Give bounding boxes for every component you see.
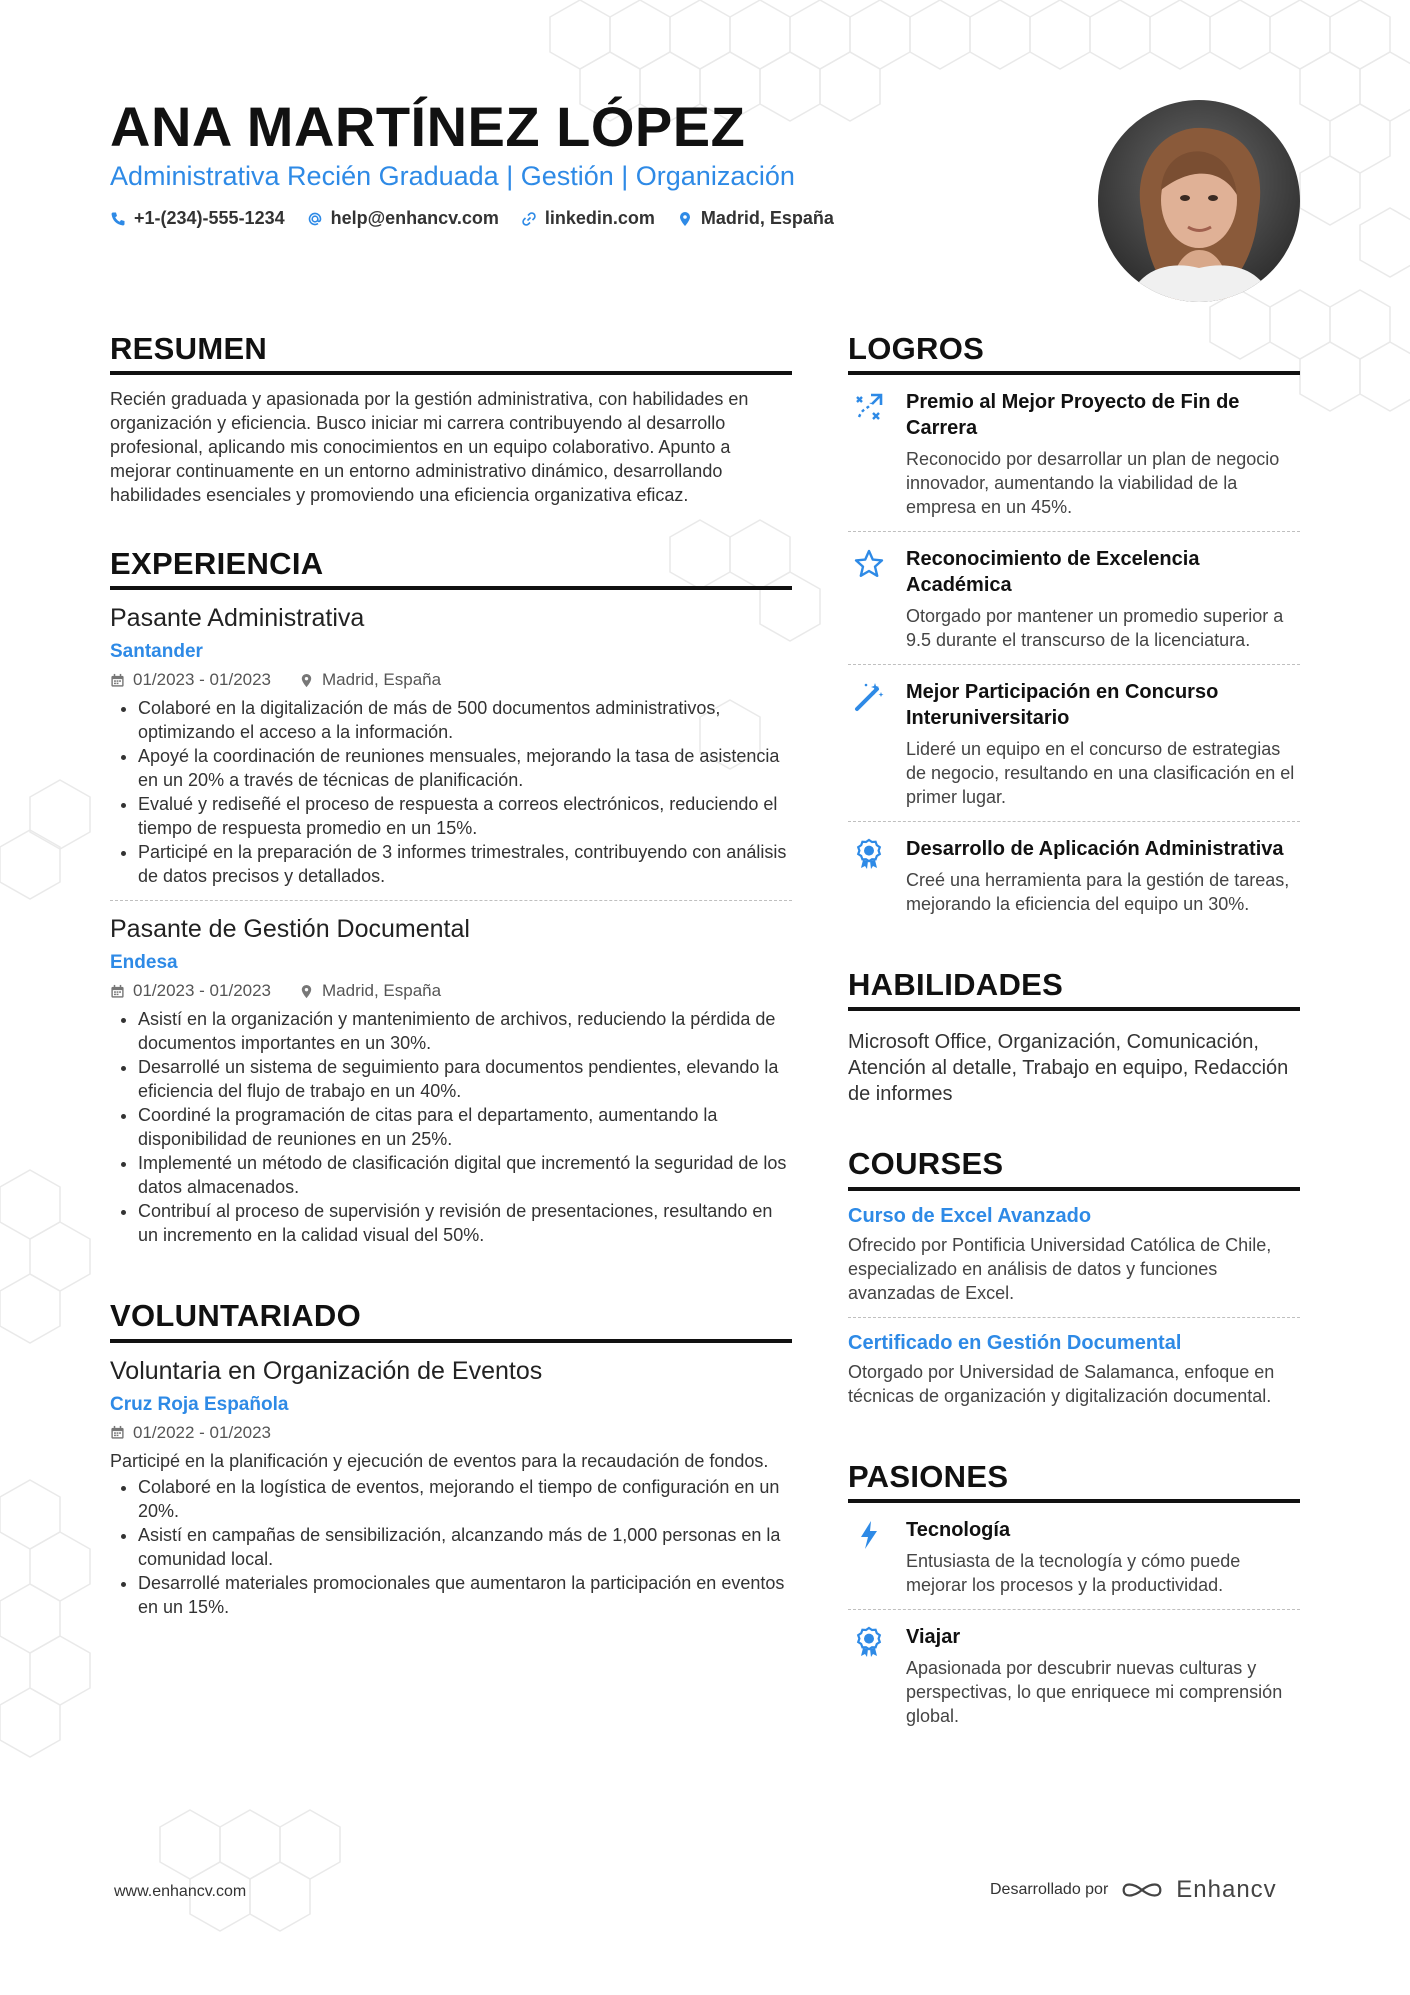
experience-meta — [110, 670, 792, 690]
bullet-item: • Desarrollé materiales promocionales que aumentaron la participación en eventos en un 15%. — [138, 1571, 792, 1619]
achievement-text: Otorgado por mantener un promedio superior a 9.5 durante el transcurso de la licenciatura. — [906, 606, 1284, 651]
achievement-title: Premio al Mejor Proyecto de Fin de Carrera — [906, 391, 1240, 440]
contact-location-text: Madrid, España — [700, 208, 834, 228]
summary-section — [110, 330, 792, 507]
course-item — [848, 1191, 1300, 1317]
achievement-item — [848, 821, 1300, 928]
achievement-item — [848, 531, 1300, 664]
bullet-item: • Colaboré en la logística de eventos, mejorando el tiempo de configuración en un 20%. — [138, 1475, 792, 1523]
experience-entry — [110, 590, 792, 900]
skills-text: Microsoft Office, Organización, Comunicación, Atención al detalle, Trabajo en equipo, Redacción de informes — [848, 1031, 1289, 1106]
course-item — [848, 1317, 1300, 1420]
achievement-title: Mejor Participación en Concurso Interuniversitario — [906, 681, 1219, 730]
contact-linkedin-text: linkedin.com — [544, 208, 655, 228]
bullet-item: • Coordiné la programación de citas para el departamento, aumentando la disponibilidad de reuniones en un 25%. — [138, 1103, 792, 1151]
map-pin-icon — [677, 211, 693, 227]
volunteer-section — [110, 1297, 792, 1630]
experience-bullets — [110, 1007, 792, 1247]
passions-title: PASIONES — [848, 1458, 1300, 1503]
volunteer-entry — [110, 1343, 792, 1631]
bullet-item: • Asistí en la organización y mantenimiento de archivos, reduciendo la pérdida de documentos importantes en un 30%. — [138, 1007, 792, 1055]
magic-wand-icon — [848, 679, 890, 809]
passions-section — [848, 1458, 1300, 1740]
course-title: Certificado en Gestión Documental — [848, 1331, 1182, 1354]
summary-title: RESUMEN — [110, 330, 792, 375]
volunteer-description: Participé en la planificación y ejecución de eventos para la recaudación de fondos. — [110, 1450, 769, 1471]
bullet-item: • Participé en la preparación de 3 informes trimestrales, contribuyendo con análisis de datos precisos y detallados. — [138, 840, 792, 888]
volunteer-meta — [110, 1423, 792, 1443]
footer-powered-by: Desarrollado por — [990, 1881, 1109, 1898]
passion-title: Viajar — [906, 1625, 961, 1648]
passion-text: Entusiasta de la tecnología y cómo puede mejorar los procesos y la productividad. — [906, 1550, 1241, 1595]
experience-meta — [110, 981, 792, 1001]
contact-bar — [110, 208, 834, 229]
experience-location-text: Madrid, España — [322, 981, 442, 1001]
experience-role: Pasante Administrativa — [110, 604, 365, 633]
achievement-text: Lideré un equipo en el concurso de estrategias de negocio, resultando en una clasificación en el primer lugar. — [906, 739, 1295, 808]
link-icon — [521, 211, 537, 227]
bullet-item: • Asistí en campañas de sensibilización, alcanzando más de 1,000 personas en la comunidad local. — [138, 1523, 792, 1571]
candidate-headline: Administrativa Recién Graduada | Gestión | Organización — [110, 161, 795, 191]
volunteer-title: VOLUNTARIADO — [110, 1297, 792, 1342]
at-sign-icon — [307, 211, 323, 227]
experience-dates — [110, 670, 271, 690]
calendar-icon — [110, 1425, 125, 1440]
experience-title: EXPERIENCIA — [110, 545, 792, 590]
award-medal-icon — [848, 1624, 890, 1728]
footer-brand-name: Enhancv — [1176, 1876, 1277, 1903]
contact-linkedin[interactable] — [521, 208, 655, 229]
volunteer-dates-text: 01/2022 - 01/2023 — [133, 1422, 272, 1442]
volunteer-organization: Cruz Roja Española — [110, 1393, 289, 1415]
left-column — [110, 330, 792, 1669]
courses-section — [848, 1145, 1300, 1419]
skills-title: HABILIDADES — [848, 966, 1300, 1011]
volunteer-bullets — [110, 1475, 792, 1619]
footer-website[interactable]: www.enhancv.com — [114, 1883, 247, 1900]
achievement-title: Reconocimiento de Excelencia Académica — [906, 548, 1200, 597]
passion-item — [848, 1503, 1300, 1609]
calendar-icon — [110, 673, 125, 688]
experience-location — [299, 981, 441, 1001]
contact-email[interactable] — [307, 208, 499, 229]
volunteer-dates — [110, 1423, 271, 1443]
experience-location-text: Madrid, España — [322, 670, 442, 690]
achievement-title: Desarrollo de Aplicación Administrativa — [906, 838, 1284, 861]
experience-role: Pasante de Gestión Documental — [110, 915, 470, 944]
passion-text: Apasionada por descubrir nuevas culturas y perspectivas, lo que enriquece mi comprensión global. — [906, 1657, 1283, 1726]
experience-dates-text: 01/2023 - 01/2023 — [133, 670, 272, 690]
experience-company: Santander — [110, 641, 203, 663]
volunteer-role: Voluntaria en Organización de Eventos — [110, 1356, 543, 1385]
achievements-section — [848, 330, 1300, 928]
summary-text: Recién graduada y apasionada por la gestión administrativa, con habilidades en organización y eficiencia. Busco iniciar mi carrera contribuyendo al desarrollo profesional, aplicando mis conocimientos en un equipo colaborativo. Apunto a mejorar continuamente en un entorno administrativo dinámico, desarrollando habilidades esenciales y promoviendo una eficiencia organizativa eficaz. — [110, 389, 749, 506]
lightning-icon — [848, 1517, 890, 1597]
calendar-icon — [110, 984, 125, 999]
courses-title: COURSES — [848, 1145, 1300, 1190]
skills-section — [848, 966, 1300, 1107]
right-column — [848, 330, 1300, 1778]
course-text: Ofrecido por Pontificia Universidad Católica de Chile, especializado en análisis de datos y funciones avanzadas de Excel. — [848, 1234, 1272, 1303]
bullet-item: • Colaboré en la digitalización de más de 500 documentos administrativos, optimizando el acceso a la información. — [138, 696, 792, 744]
map-pin-icon — [299, 984, 314, 999]
experience-company: Endesa — [110, 952, 178, 974]
contact-phone-text: +1-(234)-555-1234 — [134, 208, 285, 228]
contact-phone[interactable] — [110, 208, 285, 229]
achievements-title: LOGROS — [848, 330, 1300, 375]
bullet-item: • Implementé un método de clasificación digital que incrementó la seguridad de los datos almacenados. — [138, 1151, 792, 1199]
enhancv-logo-icon — [1120, 1879, 1164, 1901]
experience-location — [299, 670, 441, 690]
bullet-item: • Contribuí al proceso de supervisión y revisión de presentaciones, resultando en un incremento en la calidad visual del 50%. — [138, 1199, 792, 1247]
contact-location — [677, 208, 834, 229]
candidate-name: ANA MARTÍNEZ LÓPEZ — [110, 95, 746, 158]
achievement-item — [848, 664, 1300, 821]
star-icon — [848, 546, 890, 652]
bullet-item: • Evalué y rediseñé el proceso de respuesta a correos electrónicos, reduciendo el tiempo de respuesta promedio en un 15%. — [138, 792, 792, 840]
contact-email-text: help@enhancv.com — [330, 208, 499, 228]
experience-dates-text: 01/2023 - 01/2023 — [133, 981, 272, 1001]
passion-item — [848, 1609, 1300, 1740]
award-medal-icon — [848, 836, 890, 916]
bulb-pen-icon — [848, 389, 890, 519]
achievement-item — [848, 375, 1300, 531]
footer-brand[interactable] — [990, 1876, 1277, 1904]
bullet-item: • Desarrollé un sistema de seguimiento para documentos pendientes, elevando la eficiencia del flujo de trabajo en un 40%. — [138, 1055, 792, 1103]
course-title: Curso de Excel Avanzado — [848, 1204, 1092, 1227]
course-text: Otorgado por Universidad de Salamanca, enfoque en técnicas de organización y digitalización documental. — [848, 1361, 1275, 1406]
experience-dates — [110, 981, 271, 1001]
bullet-item: • Apoyé la coordinación de reuniones mensuales, mejorando la tasa de asistencia en un 20% a través de técnicas de planificación. — [138, 744, 792, 792]
experience-entry — [110, 900, 792, 1259]
map-pin-icon — [299, 673, 314, 688]
experience-section — [110, 545, 792, 1259]
phone-icon — [110, 211, 126, 227]
passion-title: Tecnología — [906, 1518, 1011, 1541]
achievement-text: Reconocido por desarrollar un plan de negocio innovador, aumentando la viabilidad de la empresa en un 45%. — [906, 449, 1280, 518]
achievement-text: Creé una herramienta para la gestión de tareas, mejorando la eficiencia del equipo un 30%. — [906, 870, 1290, 915]
experience-bullets — [110, 696, 792, 888]
profile-photo — [1098, 100, 1300, 302]
